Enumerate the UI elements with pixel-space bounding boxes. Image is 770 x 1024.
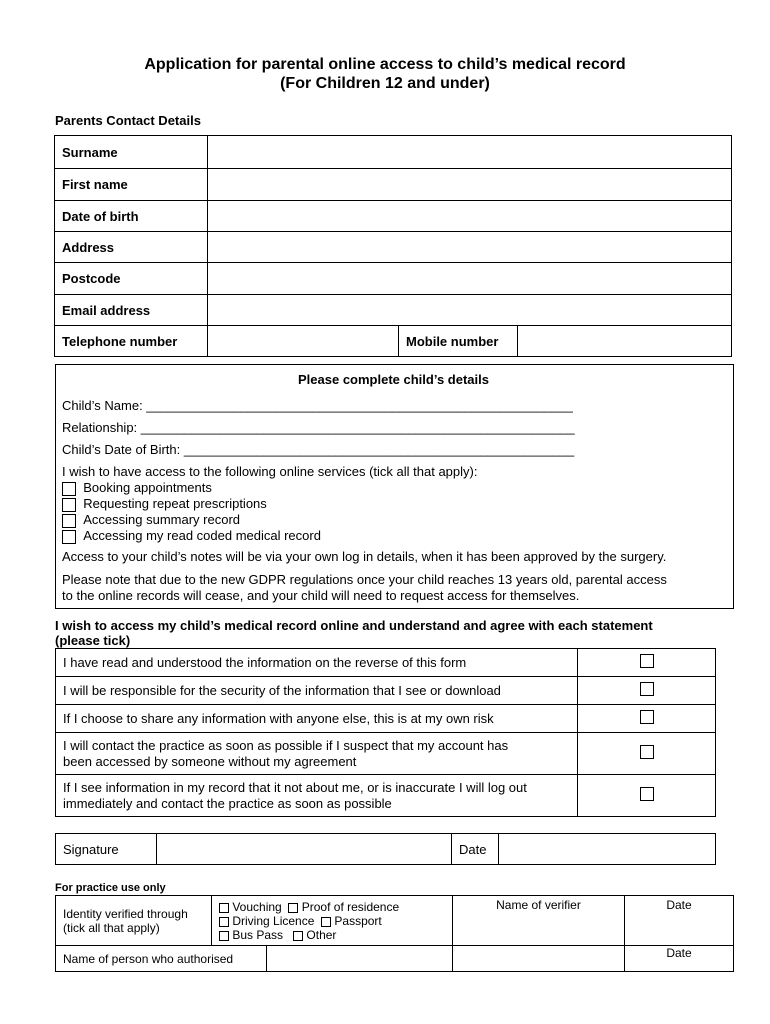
identity-cell: Identity verified through (tick all that apply) <box>56 896 212 946</box>
statement-row: If I choose to share any information with anyone else, this is at my own risk <box>56 705 578 733</box>
checkbox-icon[interactable] <box>219 931 229 941</box>
statement-tick[interactable] <box>578 733 716 775</box>
checkbox-icon[interactable] <box>640 745 654 759</box>
agreement-table <box>55 648 716 817</box>
service-item[interactable]: Accessing my read coded medical record <box>62 528 321 544</box>
dob-label: Date of birth <box>55 201 208 232</box>
verifier-cell[interactable]: Name of verifier <box>453 896 625 946</box>
services-intro: I wish to have access to the following online services (tick all that apply): <box>62 464 478 479</box>
checkbox-icon[interactable] <box>321 917 331 927</box>
service-item[interactable]: Accessing summary record <box>62 512 321 528</box>
checkbox-icon[interactable] <box>219 903 229 913</box>
address-input[interactable] <box>215 240 724 255</box>
postcode-input[interactable] <box>215 271 724 286</box>
statement-row: I will contact the practice as soon as possible if I suspect that my account has been accessed by someone without my agreement <box>56 733 578 775</box>
identity-options: Vouching Proof of residence Driving Licence Passport Bus Pass Other <box>212 896 453 946</box>
checkbox-icon[interactable] <box>288 903 298 913</box>
first-name-label: First name <box>55 169 208 201</box>
statement-tick[interactable] <box>578 677 716 705</box>
checkbox-icon[interactable] <box>640 654 654 668</box>
signature-label: Signature <box>56 834 157 865</box>
mobile-label: Mobile number <box>399 326 518 357</box>
checkbox-icon[interactable] <box>62 514 76 528</box>
authorised-label: Name of person who authorised <box>56 946 267 971</box>
gdpr-note-2: to the online records will cease, and your child will need to request access for themselves. <box>62 588 580 603</box>
checkbox-icon[interactable] <box>219 917 229 927</box>
telephone-label: Telephone number <box>55 326 208 357</box>
statement-row: If I see information in my record that it not about me, or is inaccurate I will log out immediately and contact the practice as soon as possible <box>56 775 578 817</box>
statement-row: I have read and understood the information on the reverse of this form <box>56 649 578 677</box>
surname-input[interactable] <box>215 145 724 160</box>
signature-table <box>55 833 716 865</box>
surname-label: Surname <box>55 136 208 169</box>
signature-date-field[interactable] <box>499 834 716 865</box>
checkbox-icon[interactable] <box>293 931 303 941</box>
checkbox-icon[interactable] <box>640 682 654 696</box>
mobile-input[interactable] <box>525 334 724 349</box>
first-name-input[interactable] <box>215 177 724 192</box>
checkbox-icon[interactable] <box>62 498 76 512</box>
signature-field[interactable] <box>157 834 452 865</box>
relationship-line[interactable]: Relationship: ____________________________________________________________ <box>62 420 575 435</box>
page-title: Application for parental online access to child’s medical record <box>144 56 626 73</box>
service-item[interactable]: Booking appointments <box>62 480 321 496</box>
mobile-field[interactable] <box>518 326 732 357</box>
checkbox-icon[interactable] <box>640 710 654 724</box>
statement-tick[interactable] <box>578 649 716 677</box>
statement-tick[interactable] <box>578 705 716 733</box>
service-item[interactable]: Requesting repeat prescriptions <box>62 496 321 512</box>
statement-row: I will be responsible for the security of the information that I see or download <box>56 677 578 705</box>
checkbox-icon[interactable] <box>640 787 654 801</box>
practice-table <box>55 895 734 972</box>
services-list <box>62 480 321 544</box>
child-dob-line[interactable]: Child’s Date of Birth: ______________________________________________________ <box>62 442 575 457</box>
parents-heading: Parents Contact Details <box>55 113 201 128</box>
authorised-field[interactable] <box>267 946 452 971</box>
email-field[interactable] <box>208 295 732 326</box>
child-heading: Please complete child’s details <box>298 372 489 387</box>
authorised-blank[interactable] <box>453 946 625 972</box>
first-name-field[interactable] <box>208 169 732 201</box>
child-name-line[interactable]: Child’s Name: ___________________________________________________________ <box>62 398 573 413</box>
checkbox-icon[interactable] <box>62 482 76 496</box>
authorised-cell <box>56 946 453 972</box>
agreement-heading-sub: (please tick) <box>55 633 131 648</box>
gdpr-note-1: Please note that due to the new GDPR regulations once your child reaches 13 years old, parental access <box>62 572 667 587</box>
email-input[interactable] <box>215 303 724 318</box>
postcode-field[interactable] <box>208 263 732 295</box>
statement-tick[interactable] <box>578 775 716 817</box>
address-label: Address <box>55 232 208 263</box>
checkbox-icon[interactable] <box>62 530 76 544</box>
access-note: Access to your child’s notes will be via your own log in details, when it has been approved by the surgery. <box>62 549 667 564</box>
practice-heading: For practice use only <box>55 882 166 894</box>
dob-field[interactable] <box>208 201 732 232</box>
address-field[interactable] <box>208 232 732 263</box>
email-label: Email address <box>55 295 208 326</box>
telephone-input[interactable] <box>215 334 391 349</box>
telephone-field[interactable] <box>208 326 399 357</box>
signature-date-label: Date <box>452 834 499 865</box>
page-subtitle: (For Children 12 and under) <box>280 75 490 92</box>
verifier-date-cell[interactable]: Date <box>625 896 734 946</box>
authorised-date-cell[interactable]: Date <box>625 946 734 972</box>
parents-table <box>54 135 732 357</box>
surname-field[interactable] <box>208 136 732 169</box>
postcode-label: Postcode <box>55 263 208 295</box>
dob-input[interactable] <box>215 209 724 224</box>
agreement-heading: I wish to access my child’s medical record online and understand and agree with each statement <box>55 618 653 633</box>
